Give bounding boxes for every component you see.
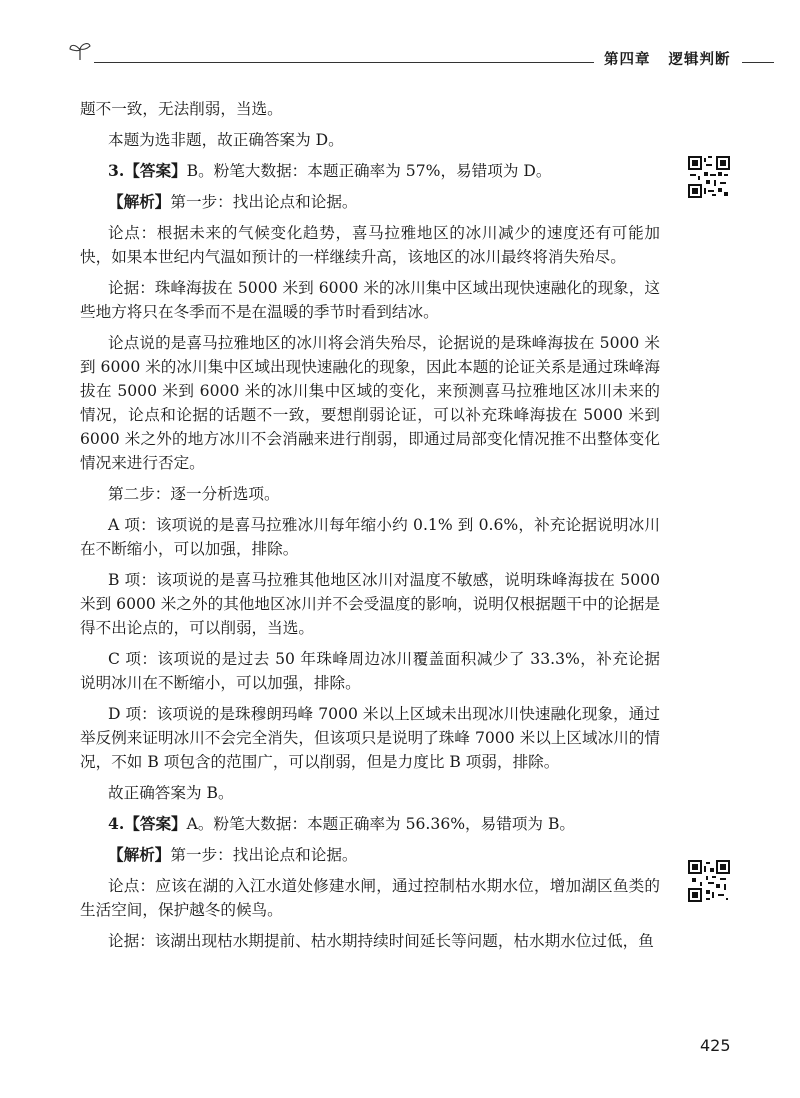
paragraph: 论点：根据未来的气候变化趋势，喜马拉雅地区的冰川减少的速度还有可能加快，如果本世纪内气温如预计的一样继续升高，该地区的冰川最终将消失殆尽。 [80,224,660,266]
header-section: 逻辑判断 [668,52,731,68]
header-tail-rule [742,62,774,63]
paragraph: 论据：该湖出现枯水期提前、枯水期持续时间延长等问题，枯水期水位过低，鱼 [108,932,654,950]
analysis-3: 【解析】第一步：找出论点和论据。 [108,192,358,211]
option-b: B 项：该项说的是喜马拉雅其他地区冰川对温度不敏感，说明珠峰海拔在 5000 米到 6000 米之外的其他地区冰川并不会受温度的影响，说明仅根据题干中的论据是得不出论点的，可以削弱，当选。 [80,571,660,637]
analysis-label: 【解析】 [108,192,171,211]
page-header [0,0,800,80]
qr-code-icon[interactable] [688,156,730,198]
header-chapter: 第四章 [604,52,651,68]
option-d: D 项：该项说的是珠穆朗玛峰 7000 米以上区域未出现冰川快速融化现象，通过举反例来证明冰川不会完全消失，但该项只是说明了珠峰 7000 米以上区域冰川的情况，不如 B 项包含的范围广，可以削弱，但是力度比 B 项弱，排除。 [80,705,660,771]
analysis-4: 【解析】第一步：找出论点和论据。 [108,845,358,864]
qr-code-icon[interactable] [688,860,730,902]
page-number: 425 [700,1036,731,1055]
paragraph: 论点：应该在湖的入江水道处修建水闸，通过控制枯水期水位，增加湖区鱼类的生活空间，保护越冬的候鸟。 [80,877,660,919]
sprout-icon [68,40,92,62]
option-a: A 项：该项说的是喜马拉雅冰川每年缩小约 0.1% 到 0.6%，补充论据说明冰川在不断缩小，可以加强，排除。 [80,516,660,558]
paragraph: 第二步：逐一分析选项。 [108,485,280,503]
answer-4: 4.【答案】A。粉笔大数据：本题正确率为 56.36%，易错项为 B。 [108,814,576,833]
answer-3: 3.【答案】B。粉笔大数据：本题正确率为 57%，易错项为 D。 [108,161,552,180]
answer-label: 4.【答案】 [108,814,187,833]
analysis-label: 【解析】 [108,845,171,864]
paragraph: 本题为选非题，故正确答案为 D。 [108,131,344,149]
paragraph: 题不一致，无法削弱，当选。 [80,100,283,118]
paragraph: 论点说的是喜马拉雅地区的冰川将会消失殆尽，论据说的是珠峰海拔在 5000 米到 6000 米的冰川集中区域出现快速融化的现象，因此本题的论证关系是通过珠峰海拔在 5000 米到 6000 米的冰川集中区域的变化，来预测喜马拉雅地区冰川未来的情况，论点和论据的话题不一致，要想削弱论证，可以补充珠峰海拔在 5000 米到 6000 米之外的地方冰川不会消融来进行削弱，即通过局部变化情况推不出整体变化情况来进行否定。 [80,334,660,472]
paragraph: 故正确答案为 B。 [108,784,234,802]
paragraph: 论据：珠峰海拔在 5000 米到 6000 米的冰川集中区域出现快速融化的现象，这些地方将只在冬季而不是在温暖的季节时看到结冰。 [80,279,660,321]
answer-label: 3.【答案】 [108,161,187,180]
header-rule [94,62,594,63]
option-c: C 项：该项说的是过去 50 年珠峰周边冰川覆盖面积减少了 33.3%，补充论据说明冰川在不断缩小，可以加强，排除。 [80,650,660,692]
page-content [80,97,660,960]
header-title [604,48,731,69]
